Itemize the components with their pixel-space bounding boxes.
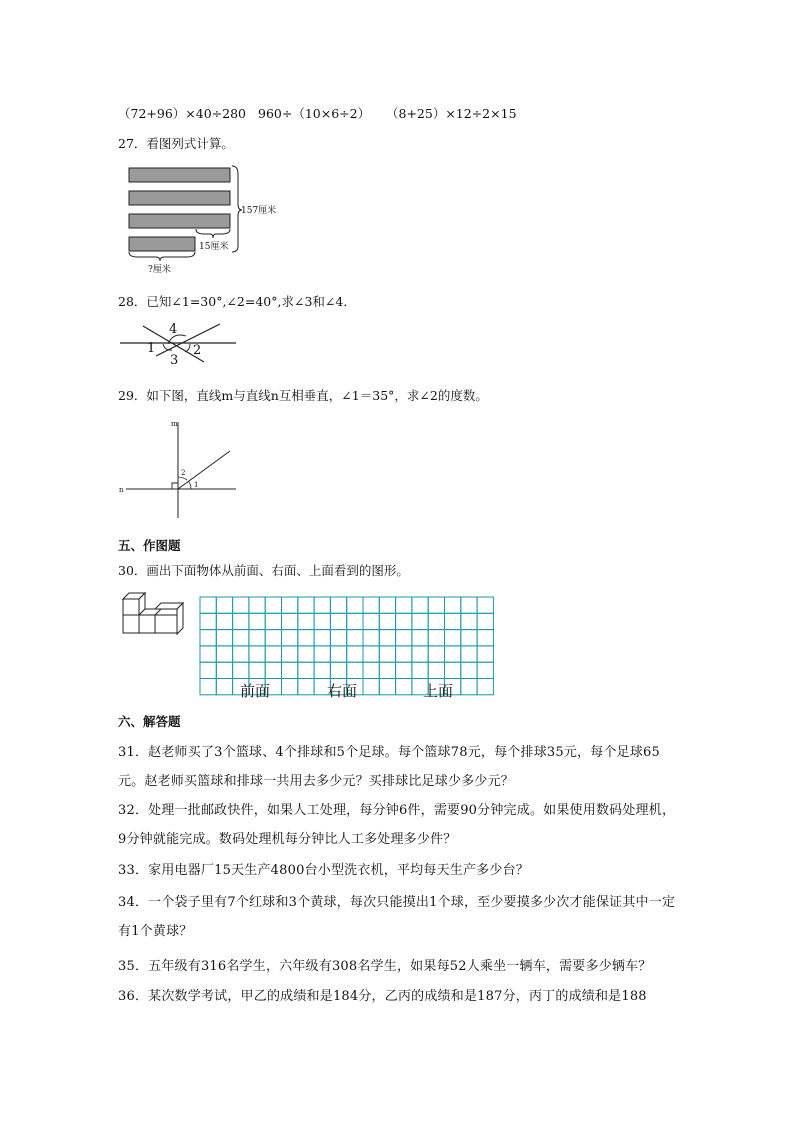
- q27-bar-figure: [118, 160, 277, 280]
- grid-cell[interactable]: [314, 630, 330, 646]
- grid-cell[interactable]: [445, 662, 461, 678]
- q28-angle-figure: [118, 318, 248, 368]
- grid-cell[interactable]: [330, 630, 346, 646]
- grid-cell[interactable]: [428, 662, 444, 678]
- grid-cell[interactable]: [216, 679, 232, 695]
- grid-label-right: 右面: [327, 682, 358, 700]
- grid-cell[interactable]: [461, 679, 477, 695]
- grid-label-front: 前面: [240, 682, 271, 700]
- grid-cell[interactable]: [396, 630, 412, 646]
- grid-cell[interactable]: [461, 597, 477, 613]
- grid-cell[interactable]: [412, 613, 428, 629]
- label-angle-2: 2: [181, 469, 186, 477]
- grid-cell[interactable]: [265, 662, 281, 678]
- grid-cell[interactable]: [363, 679, 379, 695]
- section-6-title: 六、解答题: [118, 714, 181, 729]
- grid-cell[interactable]: [379, 646, 395, 662]
- grid-cell[interactable]: [200, 597, 216, 613]
- angle-label-2: 2: [193, 343, 202, 358]
- grid-cell[interactable]: [330, 662, 346, 678]
- grid-cell[interactable]: [477, 630, 493, 646]
- grid-cell[interactable]: [347, 646, 363, 662]
- grid-cell[interactable]: [445, 613, 461, 629]
- grid-cell[interactable]: [265, 630, 281, 646]
- grid-cell[interactable]: [347, 597, 363, 613]
- grid-cell[interactable]: [298, 646, 314, 662]
- grid-cell[interactable]: [216, 597, 232, 613]
- grid-cell[interactable]: [445, 646, 461, 662]
- section-5-title: 五、作图题: [118, 538, 181, 553]
- q30-cube-figure: [120, 592, 190, 637]
- grid-cell[interactable]: [363, 613, 379, 629]
- grid-cell[interactable]: [428, 630, 444, 646]
- grid-cell[interactable]: [249, 613, 265, 629]
- grid-label-top: 上面: [423, 682, 454, 700]
- bar-4: [129, 237, 195, 251]
- grid-cell[interactable]: [265, 646, 281, 662]
- grid-cell[interactable]: [461, 613, 477, 629]
- q31-text: 31．赵老师买了3个篮球、4个排球和5个足球。每个篮球78元，每个排球35元，每个足球65元。赵老师买篮球和排球一共用去多少元？买排球比足球少多少元？: [118, 745, 660, 789]
- label-total: 157厘米: [241, 206, 277, 216]
- grid-cell[interactable]: [396, 662, 412, 678]
- angle-label-3: 3: [170, 353, 179, 368]
- grid-cell[interactable]: [314, 646, 330, 662]
- grid-cell[interactable]: [363, 630, 379, 646]
- bar-3: [129, 214, 230, 228]
- q30-text: 30．画出下面物体从前面、右面、上面看到的图形。: [118, 563, 409, 578]
- grid-cell[interactable]: [282, 613, 298, 629]
- q29-perpendicular-figure: [118, 414, 248, 524]
- q36-text: 36．某次数学考试，甲乙的成绩和是184分，乙丙的成绩和是187分，丙丁的成绩和是188: [118, 989, 647, 1004]
- grid-cell[interactable]: [200, 662, 216, 678]
- grid-cell[interactable]: [428, 597, 444, 613]
- grid-cell[interactable]: [216, 630, 232, 646]
- grid-cell[interactable]: [233, 630, 249, 646]
- grid-cell[interactable]: [298, 630, 314, 646]
- grid-cell[interactable]: [379, 613, 395, 629]
- angle-label-1: 1: [147, 341, 156, 356]
- grid-cell[interactable]: [363, 597, 379, 613]
- grid-cell[interactable]: [477, 679, 493, 695]
- grid-cell[interactable]: [265, 597, 281, 613]
- grid-cell[interactable]: [249, 646, 265, 662]
- grid-cell[interactable]: [265, 613, 281, 629]
- expression-3: （8+25）×12÷2×15: [386, 106, 517, 121]
- diff-brace: [196, 229, 230, 238]
- grid-cell[interactable]: [216, 662, 232, 678]
- grid-cell[interactable]: [298, 679, 314, 695]
- grid-cell[interactable]: [200, 613, 216, 629]
- label-unknown: ?厘米: [148, 265, 171, 275]
- grid-cell[interactable]: [461, 646, 477, 662]
- grid-cell[interactable]: [200, 646, 216, 662]
- grid-cell[interactable]: [445, 597, 461, 613]
- grid-cell[interactable]: [233, 597, 249, 613]
- grid-cell[interactable]: [428, 613, 444, 629]
- grid-cell[interactable]: [216, 646, 232, 662]
- expression-2: 960÷（10×6÷2）: [258, 106, 371, 121]
- grid-cell[interactable]: [249, 662, 265, 678]
- bar-2: [129, 191, 230, 205]
- grid-cell[interactable]: [347, 630, 363, 646]
- grid-cell[interactable]: [396, 597, 412, 613]
- grid-cell[interactable]: [412, 597, 428, 613]
- grid-cell[interactable]: [412, 662, 428, 678]
- bar-1: [129, 168, 230, 182]
- expression-1: （72+96）×40÷280: [118, 106, 246, 121]
- label-m: m: [171, 420, 178, 428]
- grid-cell[interactable]: [233, 646, 249, 662]
- grid-cell[interactable]: [200, 679, 216, 695]
- grid-cell[interactable]: [396, 679, 412, 695]
- grid-cell[interactable]: [412, 630, 428, 646]
- grid-cell[interactable]: [379, 597, 395, 613]
- grid-cell[interactable]: [461, 630, 477, 646]
- grid-cell[interactable]: [314, 662, 330, 678]
- label-diff: 15厘米: [199, 242, 229, 252]
- grid-cell[interactable]: [347, 613, 363, 629]
- q33-text: 33．家用电器厂15天生产4800台小型洗衣机，平均每天生产多少台？: [118, 863, 529, 878]
- grid-cell[interactable]: [379, 630, 395, 646]
- q28-text: 28．已知∠1=30°,∠2=40°,求∠3和∠4．: [118, 294, 356, 309]
- grid-cell[interactable]: [298, 613, 314, 629]
- grid-cell[interactable]: [298, 662, 314, 678]
- grid-cell[interactable]: [477, 662, 493, 678]
- label-angle-1: 1: [194, 481, 199, 489]
- grid-cell[interactable]: [330, 597, 346, 613]
- grid-cell[interactable]: [282, 662, 298, 678]
- grid-cell[interactable]: [379, 679, 395, 695]
- grid-cell[interactable]: [445, 630, 461, 646]
- grid-cell[interactable]: [233, 662, 249, 678]
- grid-cell[interactable]: [233, 613, 249, 629]
- grid-cell[interactable]: [282, 597, 298, 613]
- grid-cell[interactable]: [477, 613, 493, 629]
- q34-text: 34．一个袋子里有7个红球和3个黄球，每次只能摸出1个球，至少要摸多少次才能保证其中一定有1个黄球？: [118, 895, 676, 939]
- grid-cell[interactable]: [330, 613, 346, 629]
- grid-cell[interactable]: [298, 597, 314, 613]
- grid-cell[interactable]: [363, 646, 379, 662]
- grid-cell[interactable]: [396, 613, 412, 629]
- grid-cell[interactable]: [347, 662, 363, 678]
- grid-cell[interactable]: [200, 630, 216, 646]
- grid-cell[interactable]: [477, 597, 493, 613]
- grid-cell[interactable]: [216, 613, 232, 629]
- q29-text: 29．如下图，直线m与直线n互相垂直，∠1＝35°，求∠2的度数。: [118, 388, 488, 403]
- grid-cell[interactable]: [282, 630, 298, 646]
- grid-cell[interactable]: [396, 646, 412, 662]
- q27-text: 27．看图列式计算。: [118, 136, 234, 151]
- unknown-brace: [129, 252, 195, 261]
- grid-cell[interactable]: [330, 646, 346, 662]
- q32-text: 32．处理一批邮政快件，如果人工处理，每分钟6件，需要90分钟完成。如果使用数码处理机，9分钟就能完成。数码处理机每分钟比人工多处理多少件？: [118, 803, 676, 847]
- grid-cell[interactable]: [314, 597, 330, 613]
- grid-cell[interactable]: [282, 679, 298, 695]
- grid-cell[interactable]: [428, 646, 444, 662]
- label-n: n: [119, 486, 124, 494]
- grid-cell[interactable]: [314, 613, 330, 629]
- angle-label-4: 4: [169, 322, 178, 337]
- grid-cell[interactable]: [282, 646, 298, 662]
- grid-cell[interactable]: [249, 630, 265, 646]
- grid-cell[interactable]: [249, 597, 265, 613]
- grid-cell[interactable]: [412, 646, 428, 662]
- grid-cell[interactable]: [461, 662, 477, 678]
- q35-text: 35．五年级有316名学生，六年级有308名学生，如果每52人乘坐一辆车，需要多少辆车？: [118, 959, 652, 974]
- grid-cell[interactable]: [477, 646, 493, 662]
- grid-cell[interactable]: [363, 662, 379, 678]
- grid-cell[interactable]: [379, 662, 395, 678]
